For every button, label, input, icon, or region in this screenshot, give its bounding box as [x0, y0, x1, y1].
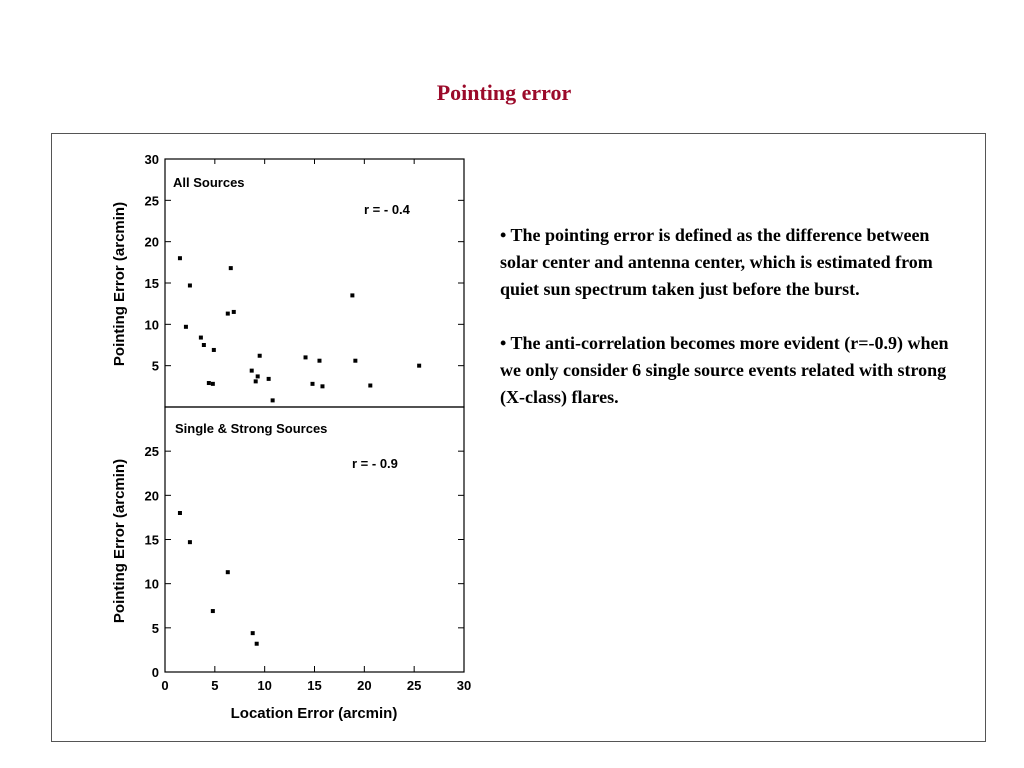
- correlation-label-bottom: r = - 0.9: [352, 456, 398, 471]
- y-tick-label: 30: [144, 152, 159, 167]
- correlation-label-top: r = - 0.4: [364, 202, 410, 217]
- y-tick-label: 10: [144, 317, 159, 333]
- plot-frame-bottom: [165, 407, 464, 672]
- data-point: [353, 359, 357, 363]
- data-point: [202, 343, 206, 347]
- data-point: [178, 511, 182, 515]
- y-tick-label: 25: [144, 193, 159, 209]
- data-point: [229, 266, 233, 270]
- data-point: [254, 379, 258, 383]
- y-axis-title-bottom: Pointing Error (arcmin): [111, 458, 128, 624]
- x-tick-label: 5: [211, 678, 219, 693]
- data-point: [251, 631, 255, 635]
- y-tick-label: 0: [151, 665, 159, 680]
- y-tick-label: 15: [144, 276, 159, 291]
- bullet-list: [500, 222, 970, 438]
- data-point: [267, 377, 271, 381]
- y-tick-label: 5: [151, 620, 159, 636]
- plot-frame-top: [165, 159, 464, 407]
- data-point: [256, 374, 260, 378]
- points-bottom: [178, 511, 259, 646]
- x-tick-label: 20: [357, 678, 372, 693]
- data-point: [304, 355, 308, 359]
- data-point: [258, 354, 262, 358]
- data-point: [188, 283, 192, 287]
- data-point: [184, 325, 188, 329]
- data-point: [188, 540, 192, 544]
- panel-single-strong: [111, 407, 471, 722]
- bullet-item-1: • The pointing error is defined as the difference between solar center and antenna center, which is estimated from quiet sun spectrum taken just before the burst.: [500, 225, 933, 299]
- data-point: [250, 369, 254, 373]
- y-tick-label: 15: [144, 532, 159, 548]
- data-point: [178, 256, 182, 260]
- y-tick-label: 25: [144, 444, 159, 460]
- data-point: [271, 398, 275, 402]
- data-point: [232, 310, 236, 314]
- data-point: [255, 642, 259, 646]
- x-tick-label: 15: [307, 678, 322, 693]
- data-point: [212, 348, 216, 352]
- panel-label-bottom: Single & Strong Sources: [175, 421, 328, 436]
- data-point: [211, 609, 215, 613]
- data-point: [311, 382, 315, 386]
- data-point: [226, 312, 230, 316]
- y-tick-label: 5: [151, 358, 159, 374]
- x-tick-label: 25: [406, 678, 422, 693]
- x-tick-label: 10: [257, 678, 272, 693]
- bullet-item-2: • The anti-correlation becomes more evident (r=-0.9) when we only consider 6 single source events related with strong (X-class) flares.: [500, 333, 949, 407]
- page-title: Pointing error: [436, 80, 572, 105]
- x-ticks-bottom: [161, 666, 471, 693]
- y-tick-label: 10: [144, 576, 159, 592]
- data-point: [211, 382, 215, 386]
- points-top: [178, 256, 421, 402]
- data-point: [317, 359, 321, 363]
- panel-all-sources: [111, 152, 464, 407]
- data-point: [320, 384, 324, 388]
- y-tick-label: 20: [144, 234, 159, 250]
- data-point: [417, 364, 421, 368]
- y-tick-label: 20: [144, 488, 159, 504]
- y-ticks-bottom: [145, 444, 464, 680]
- data-point: [226, 570, 230, 574]
- x-tick-label: 30: [456, 678, 472, 693]
- panel-label-top: All Sources: [173, 175, 245, 190]
- x-axis-title: Location Error (arcmin): [230, 705, 398, 722]
- data-point: [199, 336, 203, 340]
- data-point: [368, 384, 372, 388]
- data-point: [350, 293, 354, 297]
- x-tick-label: 0: [161, 678, 169, 693]
- y-axis-title-top: Pointing Error (arcmin): [111, 201, 128, 367]
- data-point: [207, 381, 211, 385]
